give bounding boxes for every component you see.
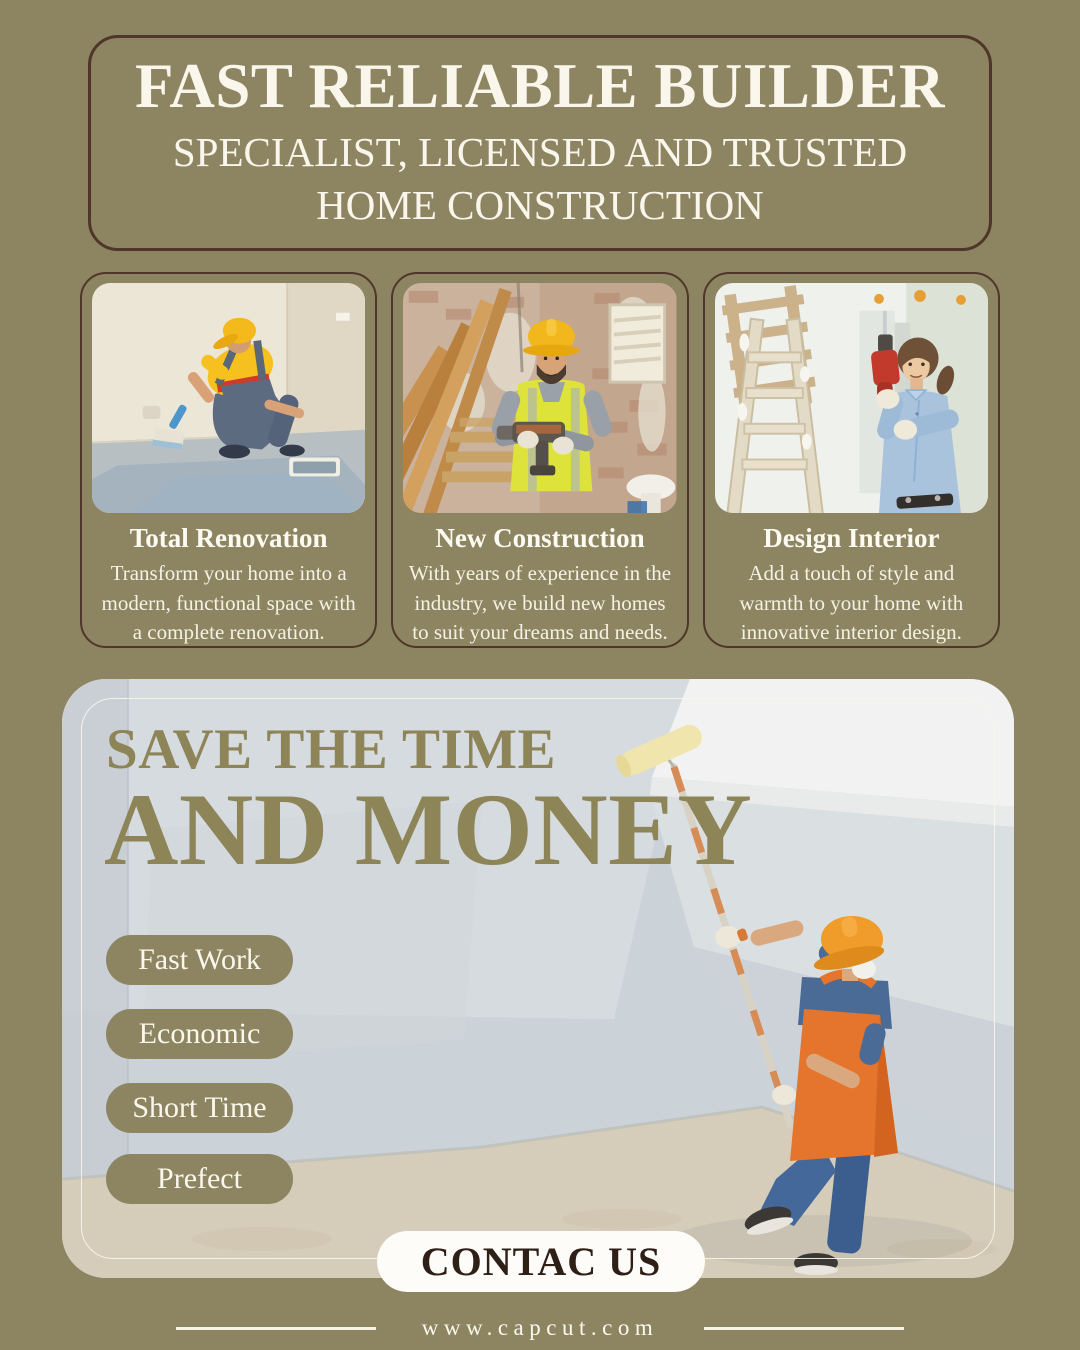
feature-badge-economic: Economic [106,1009,293,1059]
feature-badge-prefect: Prefect [106,1154,293,1204]
service-card-new-construction [391,272,688,648]
worker-painting-floor-photo [92,283,365,513]
service-title: New Construction [435,523,645,553]
page-subtitle [173,126,907,233]
page-title: FAST RELIABLE BUILDER [135,50,945,121]
footer-divider-right [704,1327,904,1330]
hero-heading-line2: AND MONEY [104,773,753,887]
hero-heading-line1: SAVE THE TIME [106,718,557,781]
contact-us-button[interactable]: CONTAC US [377,1231,705,1292]
feature-badge-short-time: Short Time [106,1083,293,1133]
footer-divider-left [176,1327,376,1330]
service-description: With years of experience in the industry, we build new homes to suit your dreams and needs. [408,560,672,645]
service-title: Total Renovation [129,523,328,553]
subtitle-line-1: SPECIALIST, LICENSED AND TRUSTED [172,128,908,175]
subtitle-line-2: HOME CONSTRUCTION [316,182,764,229]
service-description: Transform your home into a modern, functional space with a complete renovation. [101,560,356,645]
service-card-design-interior [703,272,1000,648]
feature-badge-fast-work: Fast Work [106,935,293,985]
hero-panel [62,679,1014,1278]
website-link[interactable]: www.capcut.com [421,1315,659,1340]
header-panel [88,35,992,251]
woman-with-power-drill-photo [715,283,988,513]
service-title: Design Interior [763,523,940,553]
builder-with-drill-photo [403,283,676,513]
footer [0,1306,1080,1350]
services-row [80,272,1000,648]
service-description: Add a touch of style and warmth to your home with innovative interior design. [739,560,964,645]
service-card-total-renovation [80,272,377,648]
